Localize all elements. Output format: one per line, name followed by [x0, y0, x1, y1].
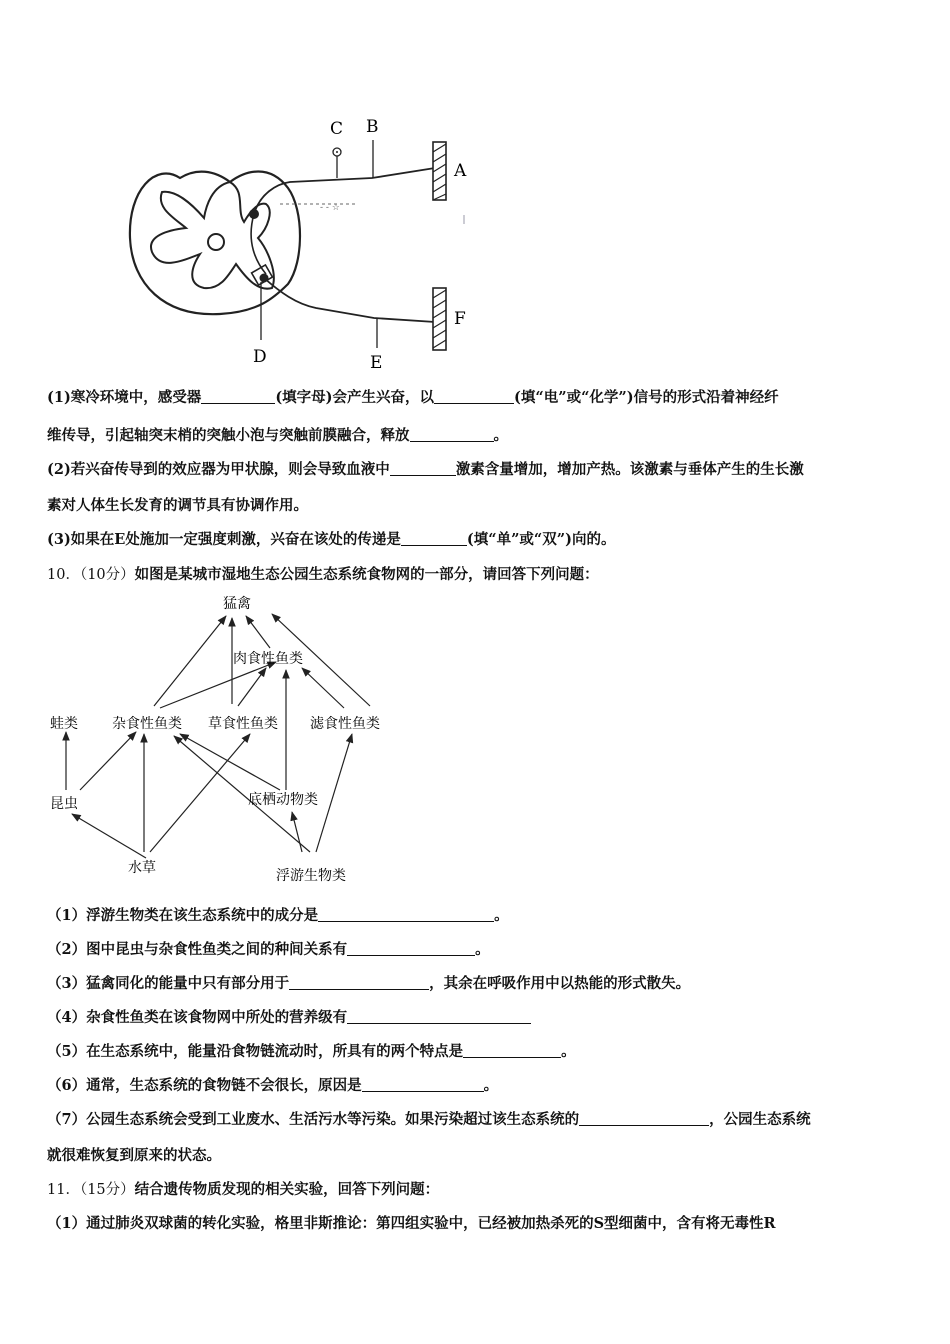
q11-header — [47, 1178, 439, 1199]
q10-item-5: （5）在生态系统中，能量沿食物链流动时，所具有的两个特点是 。 — [47, 1043, 576, 1060]
q10-number: 10． — [47, 567, 80, 583]
node-omnivore-fish: 杂食性鱼类 — [112, 716, 182, 732]
q10-header — [47, 563, 599, 584]
answer-blank[interactable] — [289, 976, 429, 990]
q10-item-1: （1）浮游生物类在该生态系统中的成分是 。 — [47, 907, 509, 924]
food-web-diagram — [40, 590, 410, 892]
node-herbivore-fish: 草食性鱼类 — [208, 716, 278, 732]
q10-stem: 如图是某城市湿地生态公园生态系统食物网的一部分，请回答下列问题： — [134, 566, 599, 583]
label-d: D — [253, 347, 267, 367]
node-plankton: 浮游生物类 — [276, 868, 346, 884]
answer-blank[interactable] — [410, 428, 494, 442]
central-canal — [208, 234, 224, 250]
node-insect: 昆虫 — [50, 796, 78, 812]
answer-blank[interactable] — [401, 532, 467, 546]
q10-item-4: （4）杂食性鱼类在该食物网中所处的营养级有 — [47, 1006, 531, 1027]
answer-blank[interactable] — [347, 942, 475, 956]
label-e: E — [370, 353, 383, 373]
q10-item-6: （6）通常，生态系统的食物链不会很长，原因是 。 — [47, 1077, 499, 1094]
q10-score: （10分） — [79, 567, 135, 583]
q9-part3: (3)如果在E处施加一定强度刺激，兴奋在该处的传递是 (填“单”或“双”)向的。 — [47, 531, 616, 548]
label-f: F — [454, 309, 466, 329]
node-carnivore-fish: 肉食性鱼类 — [233, 651, 303, 667]
label-b: B — [366, 117, 379, 137]
node-waterweed: 水草 — [128, 860, 156, 876]
answer-blank[interactable] — [201, 390, 275, 404]
reflex-arc-diagram — [120, 112, 480, 374]
q10-item-3: （3）猛禽同化的能量中只有部分用于 ，其余在呼吸作用中以热能的形式散失。 — [47, 975, 691, 992]
q10-item-7-line2: 就很难恢复到原来的状态。 — [47, 1147, 221, 1164]
q11-stem: 结合遗传物质发现的相关实验，回答下列问题： — [134, 1181, 440, 1198]
q10-item-2: （2）图中昆虫与杂食性鱼类之间的种间关系有 。 — [47, 941, 490, 958]
node-frog: 蛙类 — [50, 716, 78, 732]
receptor-a — [433, 142, 446, 200]
q11-score: （15分） — [79, 1182, 135, 1198]
answer-blank[interactable] — [463, 1044, 561, 1058]
effector-f — [433, 288, 446, 350]
label-a: A — [454, 161, 467, 181]
q11-number: 11． — [47, 1182, 80, 1198]
svg-text:- - ☆: - - ☆ — [320, 203, 340, 213]
q9-part1-line2: 维传导，引起轴突末梢的突触小泡与突触前膜融合，释放 。 — [47, 427, 508, 444]
efferent-fiber — [264, 278, 435, 322]
q11-item-1: （1）通过肺炎双球菌的转化实验，格里非斯推论：第四组实验中，已经被加热杀死的S型细菌中，含有将无毒性R — [47, 1215, 776, 1232]
answer-blank[interactable] — [318, 908, 494, 922]
q9-part1-line1: (1)寒冷环境中，感受器 (填字母)会产生兴奋，以 (填“电”或“化学”)信号的形式沿着神经纤 — [47, 389, 779, 406]
answer-blank[interactable] — [434, 390, 514, 404]
spinal-cord-outline — [130, 172, 300, 315]
answer-blank[interactable] — [579, 1112, 709, 1126]
answer-blank[interactable] — [390, 462, 456, 476]
answer-blank[interactable] — [362, 1078, 484, 1092]
answer-blank[interactable] — [347, 1010, 531, 1024]
q9-part2-line1: (2)若兴奋传导到的效应器为甲状腺，则会导致血液中 激素含量增加，增加产热。该激素与垂体产生的生长激 — [47, 461, 804, 478]
afferent-fiber — [254, 168, 435, 214]
node-filter-fish: 滤食性鱼类 — [310, 716, 380, 732]
node-benthic: 底栖动物类 — [248, 792, 318, 808]
label-c: C — [330, 119, 344, 139]
node-raptor: 猛禽 — [223, 596, 251, 612]
q9-part2-line2: 素对人体生长发育的调节具有协调作用。 — [47, 497, 308, 514]
q10-item-7: （7）公园生态系统会受到工业废水、生活污水等污染。如果污染超过该生态系统的 ，公园生态系统 — [47, 1111, 811, 1128]
